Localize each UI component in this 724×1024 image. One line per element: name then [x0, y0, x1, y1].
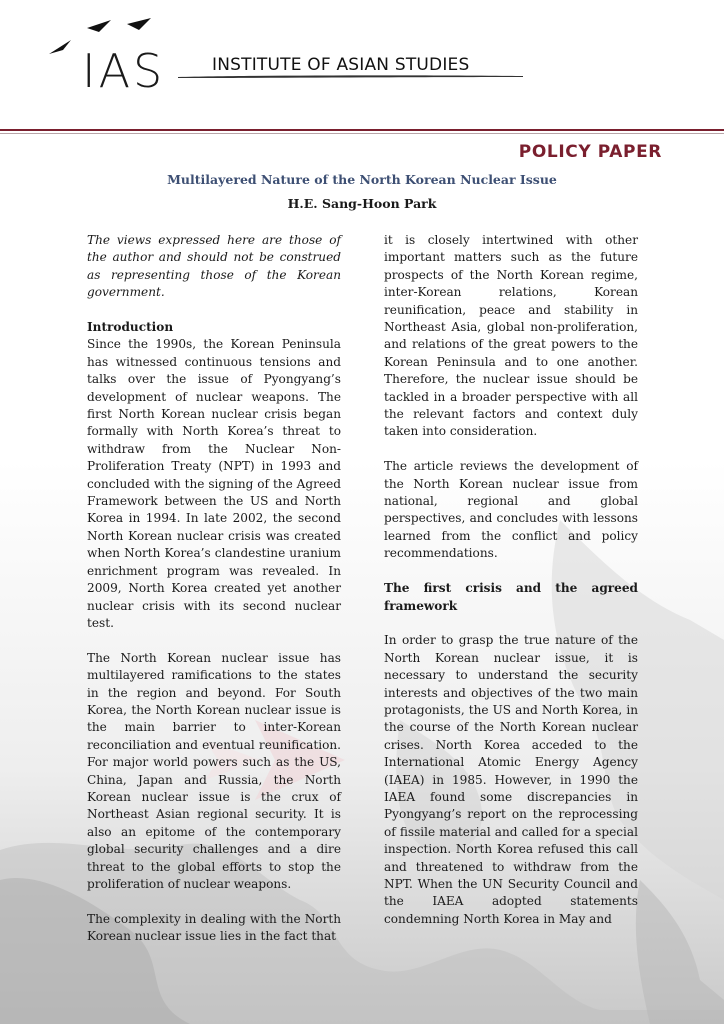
paper-author: H.E. Sang-Hoon Park [287, 196, 437, 211]
header-rule [0, 129, 724, 131]
left-column [87, 232, 341, 963]
intro-paragraph-1: Since the 1990s, the Korean Peninsula has witnessed continuous tensions and talks over the issue of Pyongyang’s development of nuclear weapons. The first North Korean nuclear crisis began formally with North Korea’s threat to withdraw from the Nuclear Non-Proliferation Treaty (NPT) in 1993 and concluded with the signing of the Agreed Framework between the US and North Korea in 1994. In late 2002, the second North Korean nuclear crisis was created when North Korea’s clandestine uranium enrichment program was revealed. In 2009, North Korea created yet another nuclear crisis with its second nuclear test. [87, 337, 341, 630]
right-paragraph-3: In order to grasp the true nature of the North Korean nuclear issue, it is necessary to understand the security interests and objectives of the two main protagonists, the US and North Korea, in the course of the North Korean nuclear crises. North Korea acceded to the International Atomic Energy Agency (IAEA) in 1985. However, in 1990 the IAEA found some discrepancies in Pyongyang’s report on the reprocessing of fissile material and called for a special inspection. North Korea refused this call and threatened to withdraw from the NPT. When the UN Security Council and the IAEA adopted statements condemning North Korea in May and [384, 633, 638, 926]
right-paragraph-2: The article reviews the development of the North Korean nuclear issue from national, regional and global perspectives, and concludes with lessons learned from the conflict and policy recommendations. [384, 459, 638, 561]
intro-paragraph-3: The complexity in dealing with the North Korean nuclear issue lies in the fact that [87, 911, 341, 944]
institute-name: INSTITUTE OF ASIAN STUDIES [212, 55, 470, 75]
intro-paragraph-2: The North Korean nuclear issue has multilayered ramifications to the states in the region and beyond. For South Korea, the North Korean nuclear issue is the main barrier to inter-Korean reconciliation and eventual reunification. For major world powers such as the US, China, Japan and Russia, the North Korean nuclear issue is the crux of Northeast Asian regional security. It is also an epitome of the contemporary global security challenges and a dire threat to the global efforts to stop the proliferation of nuclear weapons. [87, 650, 341, 891]
institute-underline [178, 74, 523, 78]
introduction-heading: Introduction [87, 320, 174, 335]
paper-title: Multilayered Nature of the North Korean Nuclear Issue [167, 172, 557, 187]
first-crisis-heading: The first crisis and the agreed framework [384, 581, 638, 613]
document-type-label: POLICY PAPER [518, 142, 662, 162]
disclaimer: The views expressed here are those of the author and should not be construed as representing those of the Korean government. [87, 233, 341, 300]
right-paragraph-1: it is closely intertwined with other important matters such as the future prospects of the North Korean regime, inter-Korean relations, Korean reunification, peace and stability in Northeast Asia, global non-proliferation, and relations of the great powers to the Korean Peninsula and to one another. Therefore, the nuclear issue should be tackled in a broader perspective with all the relevant factors and context duly taken into consideration. [384, 233, 638, 439]
header-rule-thin [0, 133, 724, 134]
logo-text: IAS [82, 44, 166, 98]
right-column [384, 232, 638, 946]
